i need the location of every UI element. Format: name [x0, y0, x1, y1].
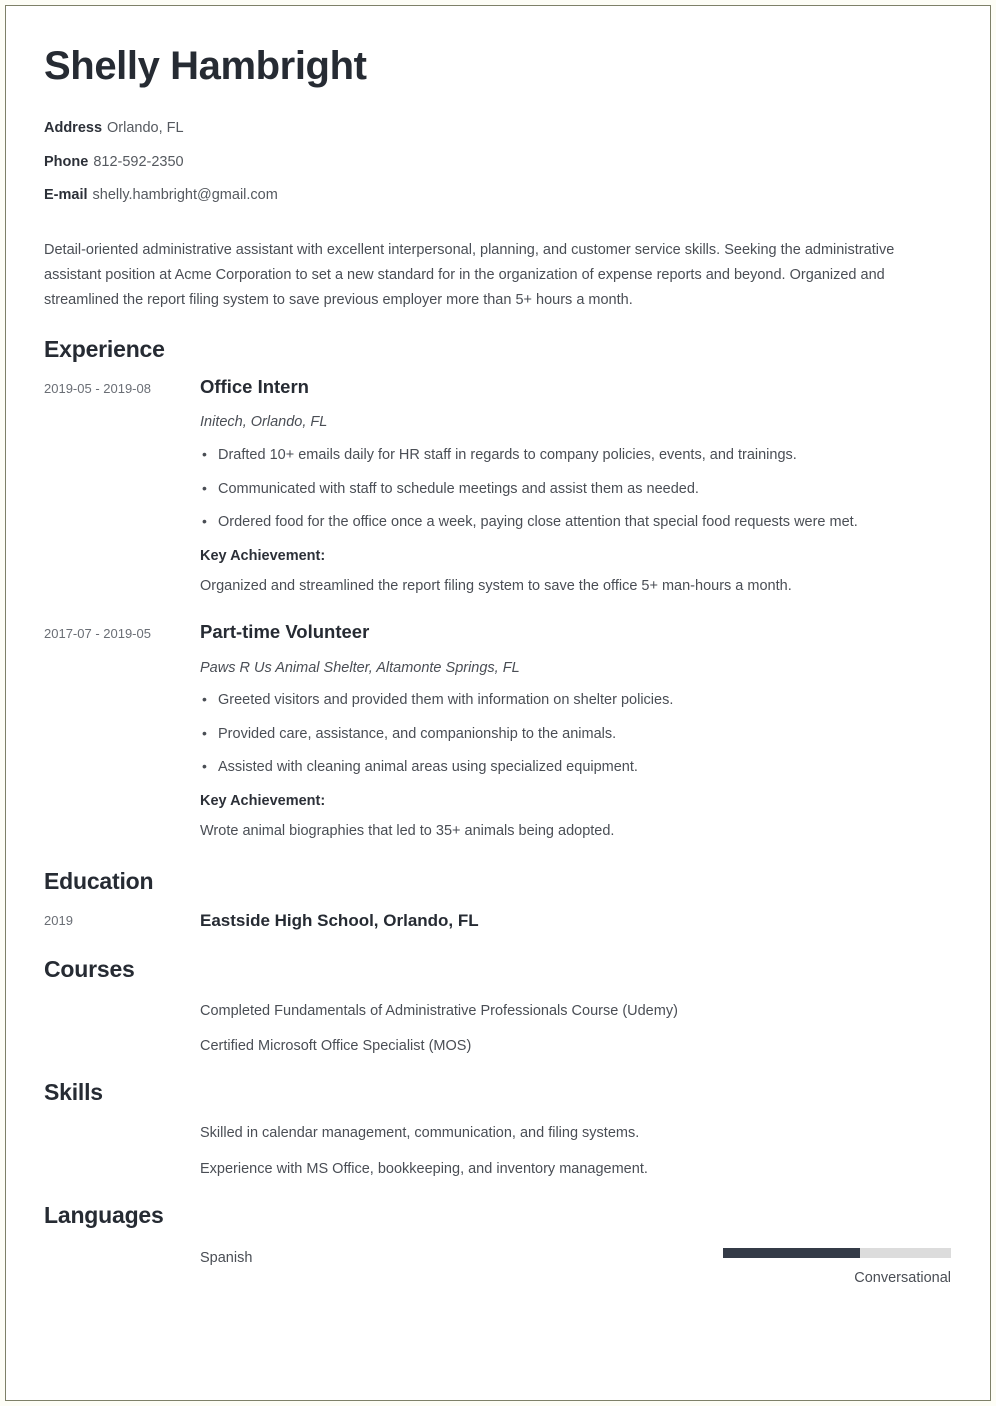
language-proficiency-track: [723, 1248, 951, 1258]
course-text: Certified Microsoft Office Specialist (MOS): [200, 1038, 472, 1055]
resume-content: [7, 7, 989, 1288]
skill-item: [44, 1160, 951, 1180]
list-item: • Provided care, assistance, and companionship to the animals.: [200, 725, 951, 745]
course-item: [44, 1002, 951, 1022]
list-item: • Drafted 10+ emails daily for HR staff in regards to company policies, events, and trainings.: [200, 446, 951, 466]
page-title: Shelly Hambright: [44, 44, 367, 88]
experience-organization: Paws R Us Animal Shelter, Altamonte Springs, FL: [200, 659, 520, 676]
contact-address-label: Address: [44, 120, 103, 136]
language-proficiency-fill: [723, 1248, 860, 1258]
education-body: [200, 908, 951, 932]
contact-phone-label: Phone: [44, 153, 89, 170]
contact-address-value: Orlando, FL: [107, 120, 184, 136]
list-item: • Greeted visitors and provided them with information on shelter policies.: [200, 691, 951, 711]
education-entry: [44, 908, 951, 932]
language-meter: [723, 1248, 951, 1287]
experience-organization: Initech, Orlando, FL: [200, 414, 328, 431]
experience-dates: 2017-07 - 2019-05: [44, 626, 151, 642]
key-achievement-text: Organized and streamlined the report filing system to save the office 5+ man-hours a month.: [200, 577, 792, 594]
course-text: Completed Fundamentals of Administrative Professionals Course (Udemy): [200, 1002, 678, 1019]
language-level-label: Conversational: [854, 1270, 951, 1287]
professional-summary: Detail-oriented administrative assistant with excellent interpersonal, planning, and customer service skills. Seeking the administrative assistant position at Acme Corporation to set a new standard for in the organization of expense reports and beyond. Organized and streamlined the report filing system to save previous employer more than 5+ hours a month.: [44, 241, 895, 308]
experience-job-title: Part-time Volunteer: [200, 621, 370, 643]
section-heading-courses: Courses: [44, 956, 135, 983]
experience-entry: [44, 620, 951, 841]
key-achievement-label: Key Achievement:: [200, 793, 326, 810]
contact-phone-row: [44, 155, 951, 170]
contact-email-value: shelly.hambright@gmail.com: [92, 187, 278, 203]
language-name: Spanish: [200, 1250, 253, 1267]
skill-item: [44, 1124, 951, 1144]
list-item: • Assisted with cleaning animal areas using specialized equipment.: [200, 758, 951, 778]
key-achievement-label: Key Achievement:: [200, 547, 326, 564]
section-heading-experience: Experience: [44, 335, 165, 362]
experience-job-title: Office Intern: [200, 376, 309, 398]
experience-body: [200, 620, 951, 841]
resume-page: [5, 5, 991, 1401]
course-item: [44, 1037, 951, 1057]
contact-email-row: [44, 188, 951, 203]
section-heading-languages: Languages: [44, 1201, 164, 1228]
contact-phone-value: 812-592-2350: [93, 153, 184, 170]
education-dates: 2019: [44, 913, 73, 929]
experience-body: [200, 375, 951, 596]
section-heading-education: Education: [44, 868, 154, 895]
contact-address-row: [44, 121, 951, 136]
education-school: Eastside High School, Orlando, FL: [200, 911, 479, 931]
list-item: • Ordered food for the office once a week, paying close attention that special food requests were met.: [200, 513, 951, 533]
language-row: [200, 1248, 951, 1287]
key-achievement-text: Wrote animal biographies that led to 35+ animals being adopted.: [200, 822, 615, 839]
experience-entry: [44, 375, 951, 596]
skill-text: Skilled in calendar management, communication, and filing systems.: [200, 1125, 640, 1142]
skill-text: Experience with MS Office, bookkeeping, and inventory management.: [200, 1161, 648, 1178]
contact-email-label: E-mail: [44, 187, 88, 203]
section-heading-skills: Skills: [44, 1078, 103, 1105]
experience-bullet-list: [200, 446, 951, 533]
list-item: • Communicated with staff to schedule meetings and assist them as needed.: [200, 480, 951, 500]
language-item: [44, 1247, 951, 1287]
resume-page-inner: [7, 7, 989, 1399]
experience-bullet-list: [200, 691, 951, 778]
experience-dates: 2019-05 - 2019-08: [44, 381, 151, 397]
